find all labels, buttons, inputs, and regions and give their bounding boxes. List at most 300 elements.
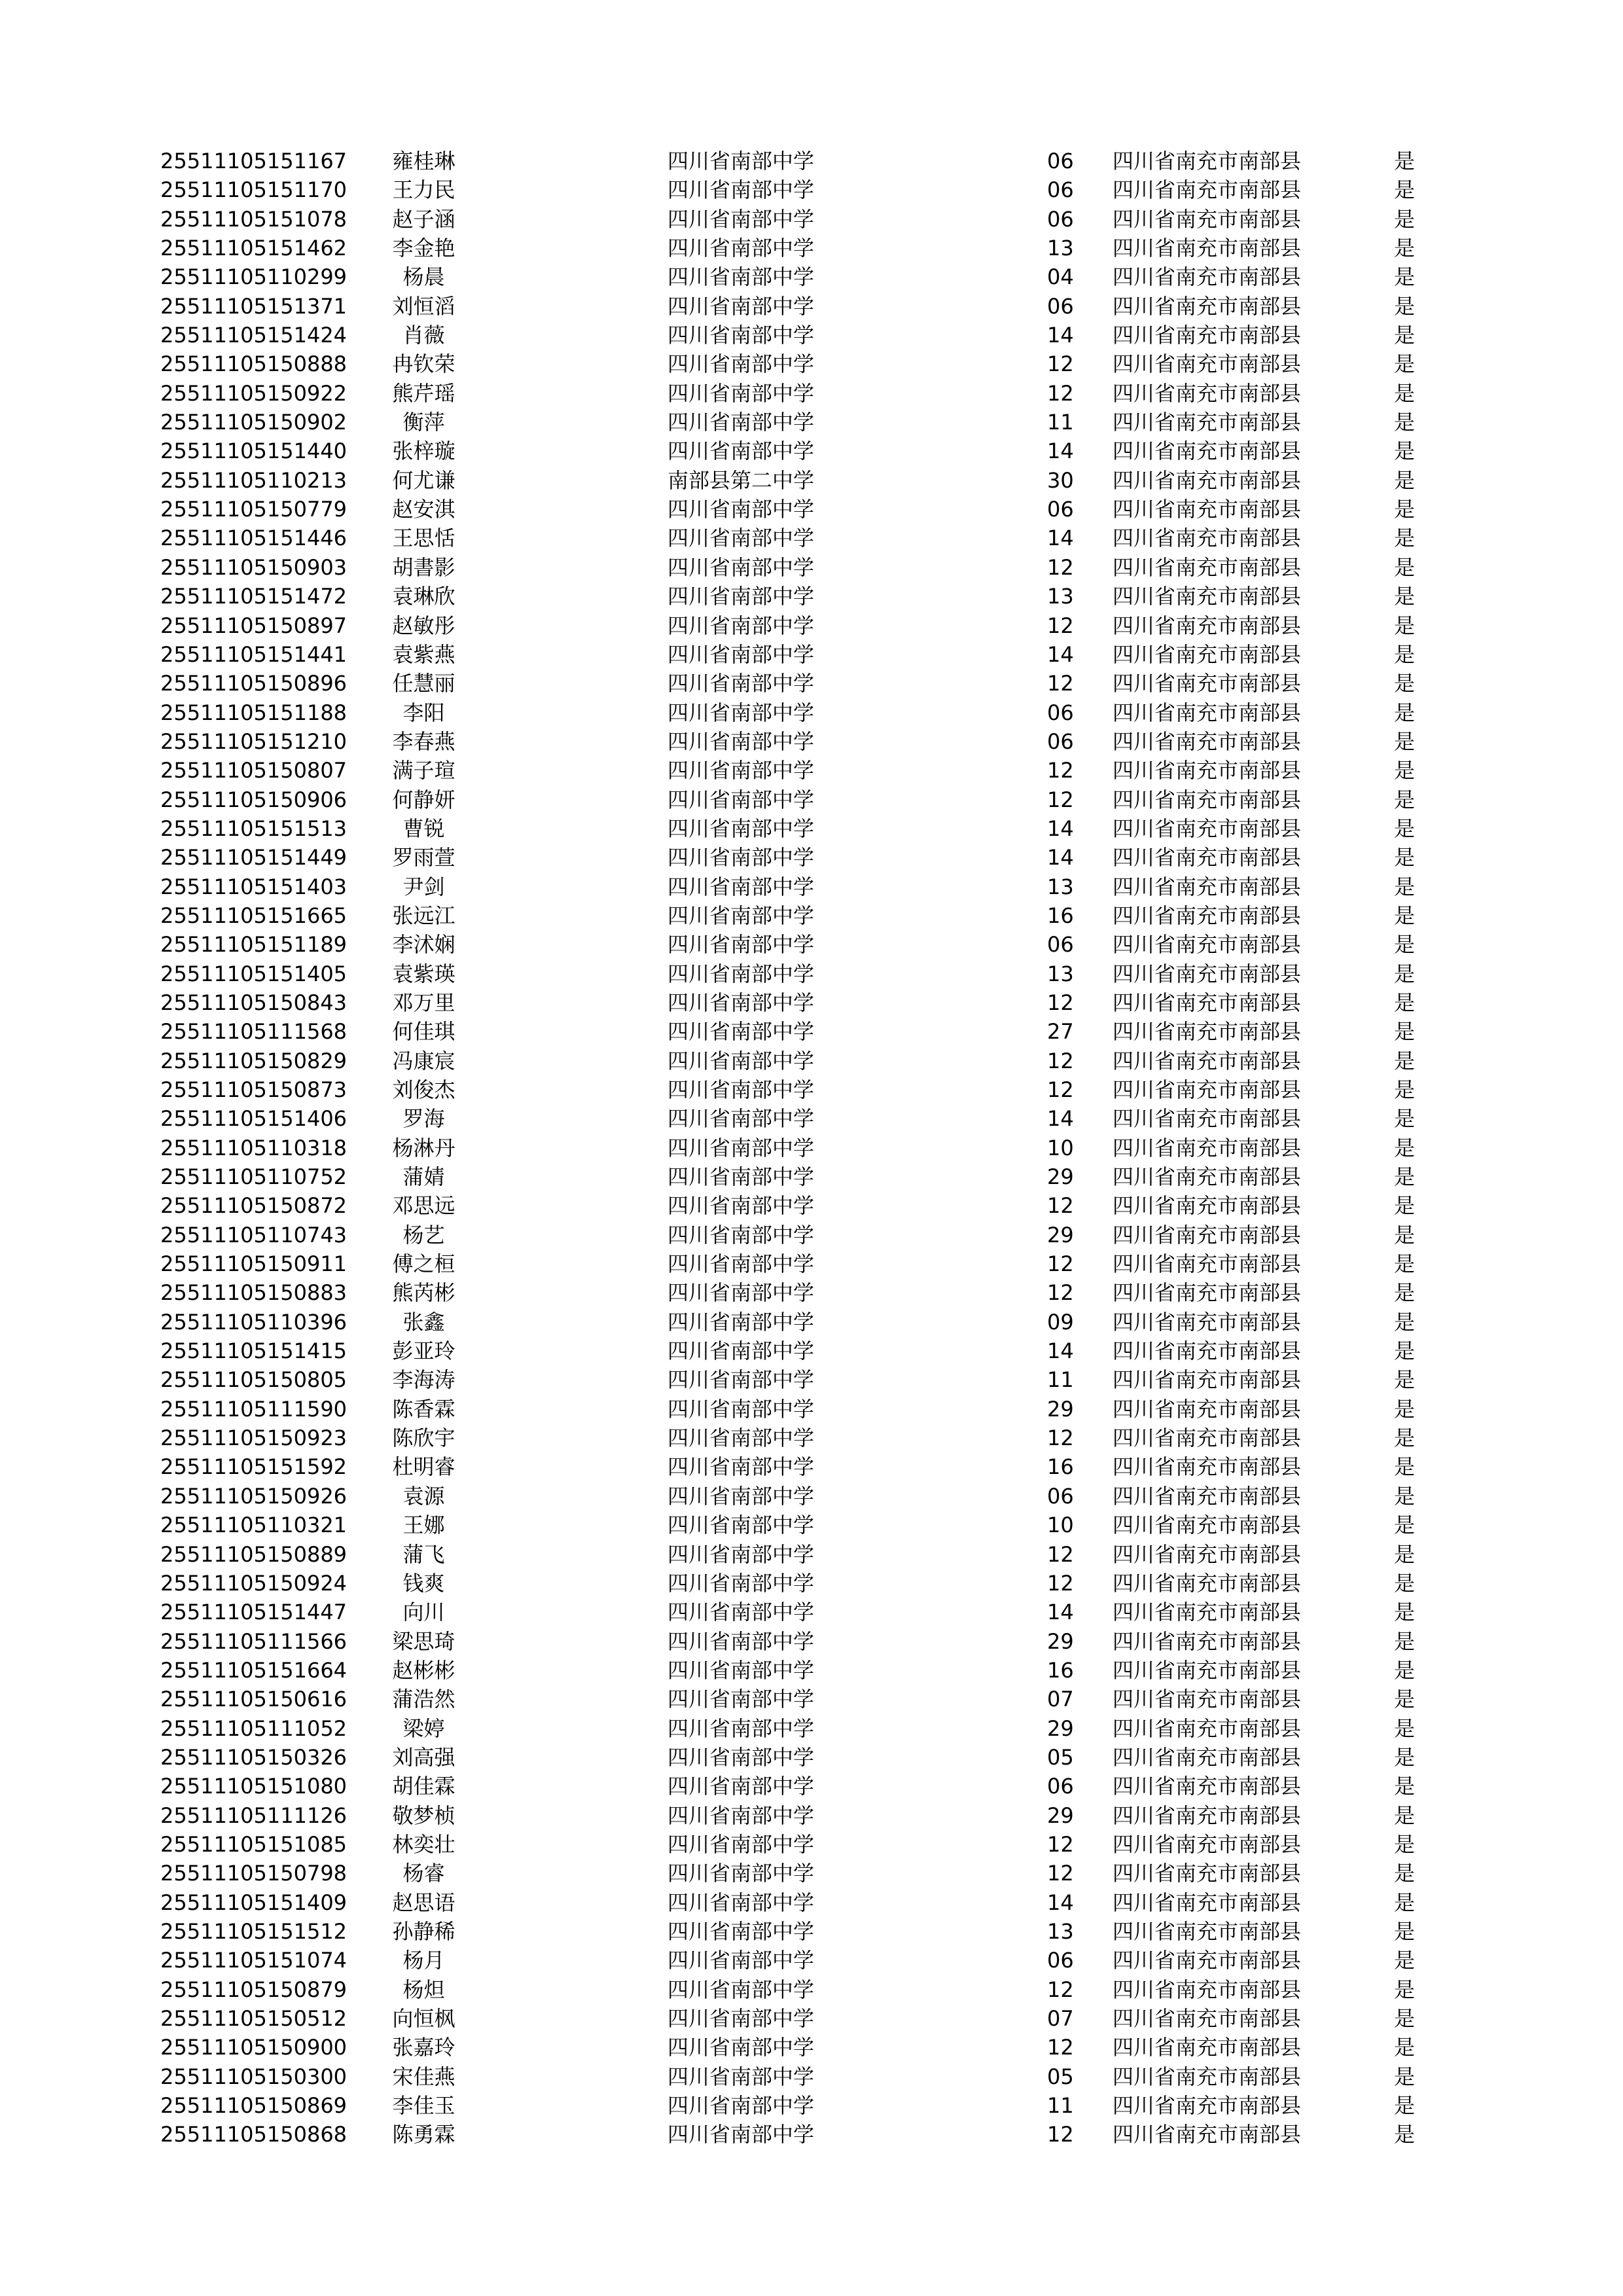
school-name: 四川省南部中学 [668, 671, 815, 696]
status-flag: 是 [1394, 1426, 1416, 1451]
region-name: 四川省南充市南部县 [1113, 1222, 1302, 1247]
student-id: 25511105150300 [160, 2064, 348, 2089]
table-row [160, 843, 1469, 872]
status-flag: 是 [1394, 584, 1416, 609]
student-name: 陈香霖 [392, 1396, 455, 1422]
table-row [160, 930, 1469, 959]
student-name: 何静妍 [392, 787, 455, 812]
student-id: 25511105150873 [160, 1077, 348, 1102]
table-row [160, 1975, 1469, 2004]
school-name: 四川省南部中学 [668, 816, 815, 841]
student-id: 25511105111052 [160, 1715, 348, 1741]
table-row [160, 1075, 1469, 1104]
student-id: 25511105150879 [160, 1977, 348, 2002]
school-name: 四川省南部中学 [668, 236, 815, 261]
student-id: 25511105151513 [160, 816, 348, 841]
school-name: 四川省南部中学 [668, 1831, 815, 1857]
status-flag: 是 [1394, 1048, 1416, 1073]
table-row [160, 1365, 1469, 1394]
table-row [160, 1743, 1469, 1772]
school-name: 四川省南部中学 [668, 1454, 815, 1480]
student-id: 25511105110318 [160, 1135, 348, 1160]
region-name: 四川省南充市南部县 [1113, 1426, 1302, 1451]
status-flag: 是 [1394, 1600, 1416, 1625]
school-name: 四川省南部中学 [668, 932, 815, 958]
region-name: 四川省南充市南部县 [1113, 1338, 1302, 1364]
table-row [160, 292, 1469, 321]
status-flag: 是 [1394, 1774, 1416, 1799]
table-row [160, 1598, 1469, 1626]
student-id: 25511105110213 [160, 467, 348, 493]
status-flag: 是 [1394, 1309, 1416, 1335]
status-flag: 是 [1394, 1019, 1416, 1045]
student-name: 蒲婧 [402, 1164, 445, 1190]
table-row [160, 262, 1469, 291]
student-id: 25511105150807 [160, 758, 348, 783]
class-code: 06 [1047, 700, 1074, 725]
region-name: 四川省南充市南部县 [1113, 932, 1302, 958]
student-name: 钱爽 [402, 1570, 445, 1596]
status-flag: 是 [1394, 1570, 1416, 1596]
student-id: 25511105150897 [160, 613, 348, 638]
student-id: 25511105151512 [160, 1918, 348, 1944]
class-code: 07 [1047, 2006, 1074, 2031]
student-name: 冯康宸 [392, 1048, 455, 1073]
table-row [160, 2033, 1469, 2062]
student-name: 袁源 [402, 1483, 445, 1509]
student-name: 任慧丽 [392, 671, 455, 696]
student-id: 25511105151440 [160, 439, 348, 464]
table-row [160, 1685, 1469, 1713]
student-id: 25511105151085 [160, 1831, 348, 1857]
student-name: 胡佳霖 [392, 1774, 455, 1799]
region-name: 四川省南充市南部县 [1113, 439, 1302, 464]
school-name: 四川省南部中学 [668, 1280, 815, 1306]
student-id: 25511105150922 [160, 380, 348, 406]
student-name: 赵思语 [392, 1890, 455, 1915]
status-flag: 是 [1394, 236, 1416, 261]
student-id: 25511105150779 [160, 497, 348, 522]
school-name: 四川省南部中学 [668, 1948, 815, 1973]
student-name: 罗海 [402, 1106, 445, 1132]
student-id: 25511105150616 [160, 1687, 348, 1712]
status-flag: 是 [1394, 1541, 1416, 1567]
status-flag: 是 [1394, 1831, 1416, 1857]
region-name: 四川省南充市南部县 [1113, 1600, 1302, 1625]
region-name: 四川省南充市南部县 [1113, 787, 1302, 812]
region-name: 四川省南充市南部县 [1113, 2035, 1302, 2060]
region-name: 四川省南充市南部县 [1113, 990, 1302, 1015]
student-name: 张远江 [392, 903, 455, 928]
region-name: 四川省南充市南部县 [1113, 2064, 1302, 2089]
region-name: 四川省南充市南部县 [1113, 1948, 1302, 1973]
class-code: 29 [1047, 1164, 1074, 1190]
region-name: 四川省南充市南部县 [1113, 264, 1302, 290]
table-row [160, 408, 1469, 437]
class-code: 12 [1047, 1193, 1074, 1219]
student-id: 25511105150798 [160, 1861, 348, 1886]
school-name: 四川省南部中学 [668, 584, 815, 609]
status-flag: 是 [1394, 1222, 1416, 1247]
status-flag: 是 [1394, 177, 1416, 203]
table-row [160, 785, 1469, 814]
school-name: 四川省南部中学 [668, 554, 815, 580]
school-name: 四川省南部中学 [668, 990, 815, 1015]
student-id: 25511105150889 [160, 1541, 348, 1567]
region-name: 四川省南充市南部县 [1113, 1135, 1302, 1160]
class-code: 14 [1047, 526, 1074, 551]
school-name: 四川省南部中学 [668, 2122, 815, 2147]
student-name: 赵子涵 [392, 206, 455, 232]
class-code: 29 [1047, 1628, 1074, 1654]
school-name: 四川省南部中学 [668, 1309, 815, 1335]
status-flag: 是 [1394, 816, 1416, 841]
region-name: 四川省南充市南部县 [1113, 1744, 1302, 1770]
status-flag: 是 [1394, 671, 1416, 696]
region-name: 四川省南充市南部县 [1113, 1831, 1302, 1857]
student-name: 袁紫瑛 [392, 961, 455, 986]
school-name: 四川省南部中学 [668, 1251, 815, 1277]
school-name: 四川省南部中学 [668, 1193, 815, 1219]
student-name: 陈欣宇 [392, 1426, 455, 1451]
school-name: 四川省南部中学 [668, 1338, 815, 1364]
class-code: 14 [1047, 1890, 1074, 1915]
class-code: 06 [1047, 1948, 1074, 1973]
school-name: 四川省南部中学 [668, 1019, 815, 1045]
class-code: 16 [1047, 1454, 1074, 1480]
class-code: 12 [1047, 1077, 1074, 1102]
student-name: 满子瑄 [392, 758, 455, 783]
school-name: 四川省南部中学 [668, 526, 815, 551]
student-name: 张嘉玲 [392, 2035, 455, 2060]
student-id: 25511105150926 [160, 1483, 348, 1509]
status-flag: 是 [1394, 1367, 1416, 1393]
class-code: 12 [1047, 2035, 1074, 2060]
table-row [160, 1278, 1469, 1307]
student-name: 罗雨萱 [392, 845, 455, 870]
student-id: 25511105151592 [160, 1454, 348, 1480]
class-code: 12 [1047, 1831, 1074, 1857]
student-id: 25511105150896 [160, 671, 348, 696]
table-row [160, 1047, 1469, 1075]
class-code: 16 [1047, 1657, 1074, 1683]
table-row [160, 2091, 1469, 2120]
student-name: 邓思远 [392, 1193, 455, 1219]
region-name: 四川省南充市南部县 [1113, 467, 1302, 493]
class-code: 12 [1047, 2122, 1074, 2147]
region-name: 四川省南充市南部县 [1113, 351, 1302, 377]
status-flag: 是 [1394, 2064, 1416, 2089]
roster-table [160, 147, 1469, 2149]
student-name: 刘俊杰 [392, 1077, 455, 1102]
student-name: 敬梦桢 [392, 1803, 455, 1828]
class-code: 14 [1047, 323, 1074, 348]
table-row [160, 2062, 1469, 2091]
school-name: 四川省南部中学 [668, 2064, 815, 2089]
student-name: 李春燕 [392, 728, 455, 754]
student-name: 赵彬彬 [392, 1657, 455, 1683]
school-name: 四川省南部中学 [668, 323, 815, 348]
status-flag: 是 [1394, 323, 1416, 348]
student-name: 肖薇 [402, 323, 445, 348]
student-id: 25511105111126 [160, 1803, 348, 1828]
region-name: 四川省南充市南部县 [1113, 554, 1302, 580]
status-flag: 是 [1394, 1280, 1416, 1306]
table-row [160, 1221, 1469, 1249]
student-id: 25511105151472 [160, 584, 348, 609]
school-name: 四川省南部中学 [668, 1513, 815, 1538]
student-name: 曹锐 [402, 816, 445, 841]
student-name: 梁婷 [402, 1715, 445, 1741]
school-name: 四川省南部中学 [668, 1803, 815, 1828]
status-flag: 是 [1394, 961, 1416, 986]
student-id: 25511105151210 [160, 728, 348, 754]
table-row [160, 1482, 1469, 1511]
region-name: 四川省南充市南部县 [1113, 1454, 1302, 1480]
status-flag: 是 [1394, 1628, 1416, 1654]
school-name: 四川省南部中学 [668, 1222, 815, 1247]
region-name: 四川省南充市南部县 [1113, 2006, 1302, 2031]
region-name: 四川省南充市南部县 [1113, 845, 1302, 870]
student-name: 刘恒滔 [392, 293, 455, 319]
region-name: 四川省南充市南部县 [1113, 671, 1302, 696]
class-code: 27 [1047, 1019, 1074, 1045]
student-id: 25511105150911 [160, 1251, 348, 1277]
status-flag: 是 [1394, 554, 1416, 580]
class-code: 11 [1047, 2093, 1074, 2119]
table-row [160, 234, 1469, 262]
region-name: 四川省南充市南部县 [1113, 236, 1302, 261]
school-name: 四川省南部中学 [668, 380, 815, 406]
class-code: 11 [1047, 1367, 1074, 1393]
student-name: 熊芹瑶 [392, 380, 455, 406]
table-row [160, 582, 1469, 611]
status-flag: 是 [1394, 1657, 1416, 1683]
student-id: 25511105151078 [160, 206, 348, 232]
table-row [160, 1424, 1469, 1452]
school-name: 四川省南部中学 [668, 1367, 815, 1393]
student-id: 25511105150868 [160, 2122, 348, 2147]
table-row [160, 437, 1469, 465]
student-id: 25511105150883 [160, 1280, 348, 1306]
student-id: 25511105151074 [160, 1948, 348, 1973]
region-name: 四川省南充市南部县 [1113, 1367, 1302, 1393]
region-name: 四川省南充市南部县 [1113, 1774, 1302, 1799]
student-name: 杨睿 [402, 1861, 445, 1886]
status-flag: 是 [1394, 728, 1416, 754]
student-id: 25511105150888 [160, 351, 348, 377]
class-code: 06 [1047, 1774, 1074, 1799]
student-name: 梁思琦 [392, 1628, 455, 1654]
student-name: 王娜 [402, 1513, 445, 1538]
region-name: 四川省南充市南部县 [1113, 961, 1302, 986]
school-name: 四川省南部中学 [668, 1570, 815, 1596]
student-name: 杜明睿 [392, 1454, 455, 1480]
student-id: 25511105151080 [160, 1774, 348, 1799]
status-flag: 是 [1394, 700, 1416, 725]
student-id: 25511105151409 [160, 1890, 348, 1915]
school-name: 四川省南部中学 [668, 1106, 815, 1132]
class-code: 14 [1047, 641, 1074, 667]
region-name: 四川省南充市南部县 [1113, 526, 1302, 551]
status-flag: 是 [1394, 1803, 1416, 1828]
school-name: 四川省南部中学 [668, 1048, 815, 1073]
region-name: 四川省南充市南部县 [1113, 584, 1302, 609]
table-row [160, 350, 1469, 378]
table-row [160, 175, 1469, 204]
table-row [160, 495, 1469, 524]
school-name: 四川省南部中学 [668, 1774, 815, 1799]
school-name: 四川省南部中学 [668, 1657, 815, 1683]
table-row [160, 1162, 1469, 1191]
status-flag: 是 [1394, 1715, 1416, 1741]
student-name: 宋佳燕 [392, 2064, 455, 2089]
school-name: 四川省南部中学 [668, 264, 815, 290]
table-row [160, 1511, 1469, 1539]
region-name: 四川省南充市南部县 [1113, 1977, 1302, 2002]
status-flag: 是 [1394, 1744, 1416, 1770]
status-flag: 是 [1394, 1454, 1416, 1480]
status-flag: 是 [1394, 1948, 1416, 1973]
class-code: 12 [1047, 1977, 1074, 2002]
school-name: 四川省南部中学 [668, 1890, 815, 1915]
student-id: 25511105150924 [160, 1570, 348, 1596]
class-code: 14 [1047, 845, 1074, 870]
student-name: 何尤谦 [392, 467, 455, 493]
status-flag: 是 [1394, 613, 1416, 638]
class-code: 12 [1047, 1570, 1074, 1596]
student-name: 冉钦荣 [392, 351, 455, 377]
table-row [160, 960, 1469, 988]
region-name: 四川省南充市南部县 [1113, 1048, 1302, 1073]
region-name: 四川省南充市南部县 [1113, 206, 1302, 232]
table-row [160, 524, 1469, 552]
region-name: 四川省南充市南部县 [1113, 149, 1302, 173]
region-name: 四川省南充市南部县 [1113, 641, 1302, 667]
student-id: 25511105150805 [160, 1367, 348, 1393]
status-flag: 是 [1394, 1396, 1416, 1422]
status-flag: 是 [1394, 2093, 1416, 2119]
class-code: 06 [1047, 293, 1074, 319]
table-row [160, 1714, 1469, 1743]
school-name: 四川省南部中学 [668, 874, 815, 899]
region-name: 四川省南充市南部县 [1113, 613, 1302, 638]
class-code: 14 [1047, 439, 1074, 464]
region-name: 四川省南充市南部县 [1113, 1687, 1302, 1712]
student-id: 25511105111566 [160, 1628, 348, 1654]
class-code: 12 [1047, 554, 1074, 580]
student-id: 25511105150512 [160, 2006, 348, 2031]
school-name: 四川省南部中学 [668, 149, 815, 173]
status-flag: 是 [1394, 641, 1416, 667]
school-name: 四川省南部中学 [668, 700, 815, 725]
school-name: 四川省南部中学 [668, 497, 815, 522]
student-id: 25511105151403 [160, 874, 348, 899]
table-row [160, 321, 1469, 350]
student-id: 25511105150923 [160, 1426, 348, 1451]
region-name: 四川省南充市南部县 [1113, 1803, 1302, 1828]
student-id: 25511105151371 [160, 293, 348, 319]
status-flag: 是 [1394, 1687, 1416, 1712]
student-id: 25511105150900 [160, 2035, 348, 2060]
region-name: 四川省南充市南部县 [1113, 1309, 1302, 1335]
school-name: 四川省南部中学 [668, 1426, 815, 1451]
status-flag: 是 [1394, 758, 1416, 783]
table-row [160, 1830, 1469, 1859]
school-name: 四川省南部中学 [668, 439, 815, 464]
table-row [160, 1395, 1469, 1424]
status-flag: 是 [1394, 903, 1416, 928]
region-name: 四川省南充市南部县 [1113, 1918, 1302, 1944]
table-row [160, 466, 1469, 495]
table-row [160, 1656, 1469, 1685]
student-name: 李阳 [402, 700, 445, 725]
student-name: 向川 [402, 1600, 445, 1625]
student-name: 蒲浩然 [392, 1687, 455, 1712]
status-flag: 是 [1394, 380, 1416, 406]
status-flag: 是 [1394, 2006, 1416, 2031]
class-code: 12 [1047, 1251, 1074, 1277]
class-code: 12 [1047, 1426, 1074, 1451]
region-name: 四川省南充市南部县 [1113, 1019, 1302, 1045]
table-row [160, 901, 1469, 930]
student-name: 杨淋丹 [392, 1135, 455, 1160]
status-flag: 是 [1394, 932, 1416, 958]
class-code: 12 [1047, 671, 1074, 696]
status-flag: 是 [1394, 1977, 1416, 2002]
table-row [160, 2120, 1469, 2149]
table-row [160, 814, 1469, 843]
school-name: 四川省南部中学 [668, 1977, 815, 2002]
student-id: 25511105151167 [160, 149, 348, 173]
student-id: 25511105151449 [160, 845, 348, 870]
region-name: 四川省南充市南部县 [1113, 1657, 1302, 1683]
student-name: 李海涛 [392, 1367, 455, 1393]
table-row [160, 205, 1469, 234]
student-name: 张梓璇 [392, 439, 455, 464]
student-name: 胡書影 [392, 554, 455, 580]
student-id: 25511105151664 [160, 1657, 348, 1683]
student-id: 25511105151415 [160, 1338, 348, 1364]
student-id: 25511105110321 [160, 1513, 348, 1538]
region-name: 四川省南充市南部县 [1113, 410, 1302, 435]
student-name: 林奕壮 [392, 1831, 455, 1857]
region-name: 四川省南充市南部县 [1113, 903, 1302, 928]
status-flag: 是 [1394, 2035, 1416, 2060]
student-id: 25511105150902 [160, 410, 348, 435]
table-row [160, 553, 1469, 582]
class-code: 12 [1047, 1048, 1074, 1073]
status-flag: 是 [1394, 1861, 1416, 1886]
table-row [160, 1859, 1469, 1888]
class-code: 12 [1047, 990, 1074, 1015]
region-name: 四川省南充市南部县 [1113, 1077, 1302, 1102]
class-code: 06 [1047, 177, 1074, 203]
class-code: 10 [1047, 1135, 1074, 1160]
status-flag: 是 [1394, 990, 1416, 1015]
table-row [160, 2004, 1469, 2033]
region-name: 四川省南充市南部县 [1113, 758, 1302, 783]
school-name: 四川省南部中学 [668, 1135, 815, 1160]
student-name: 李沭娴 [392, 932, 455, 958]
status-flag: 是 [1394, 497, 1416, 522]
table-row [160, 379, 1469, 408]
region-name: 四川省南充市南部县 [1113, 177, 1302, 203]
status-flag: 是 [1394, 439, 1416, 464]
status-flag: 是 [1394, 1106, 1416, 1132]
class-code: 12 [1047, 787, 1074, 812]
student-name: 何佳琪 [392, 1019, 455, 1045]
